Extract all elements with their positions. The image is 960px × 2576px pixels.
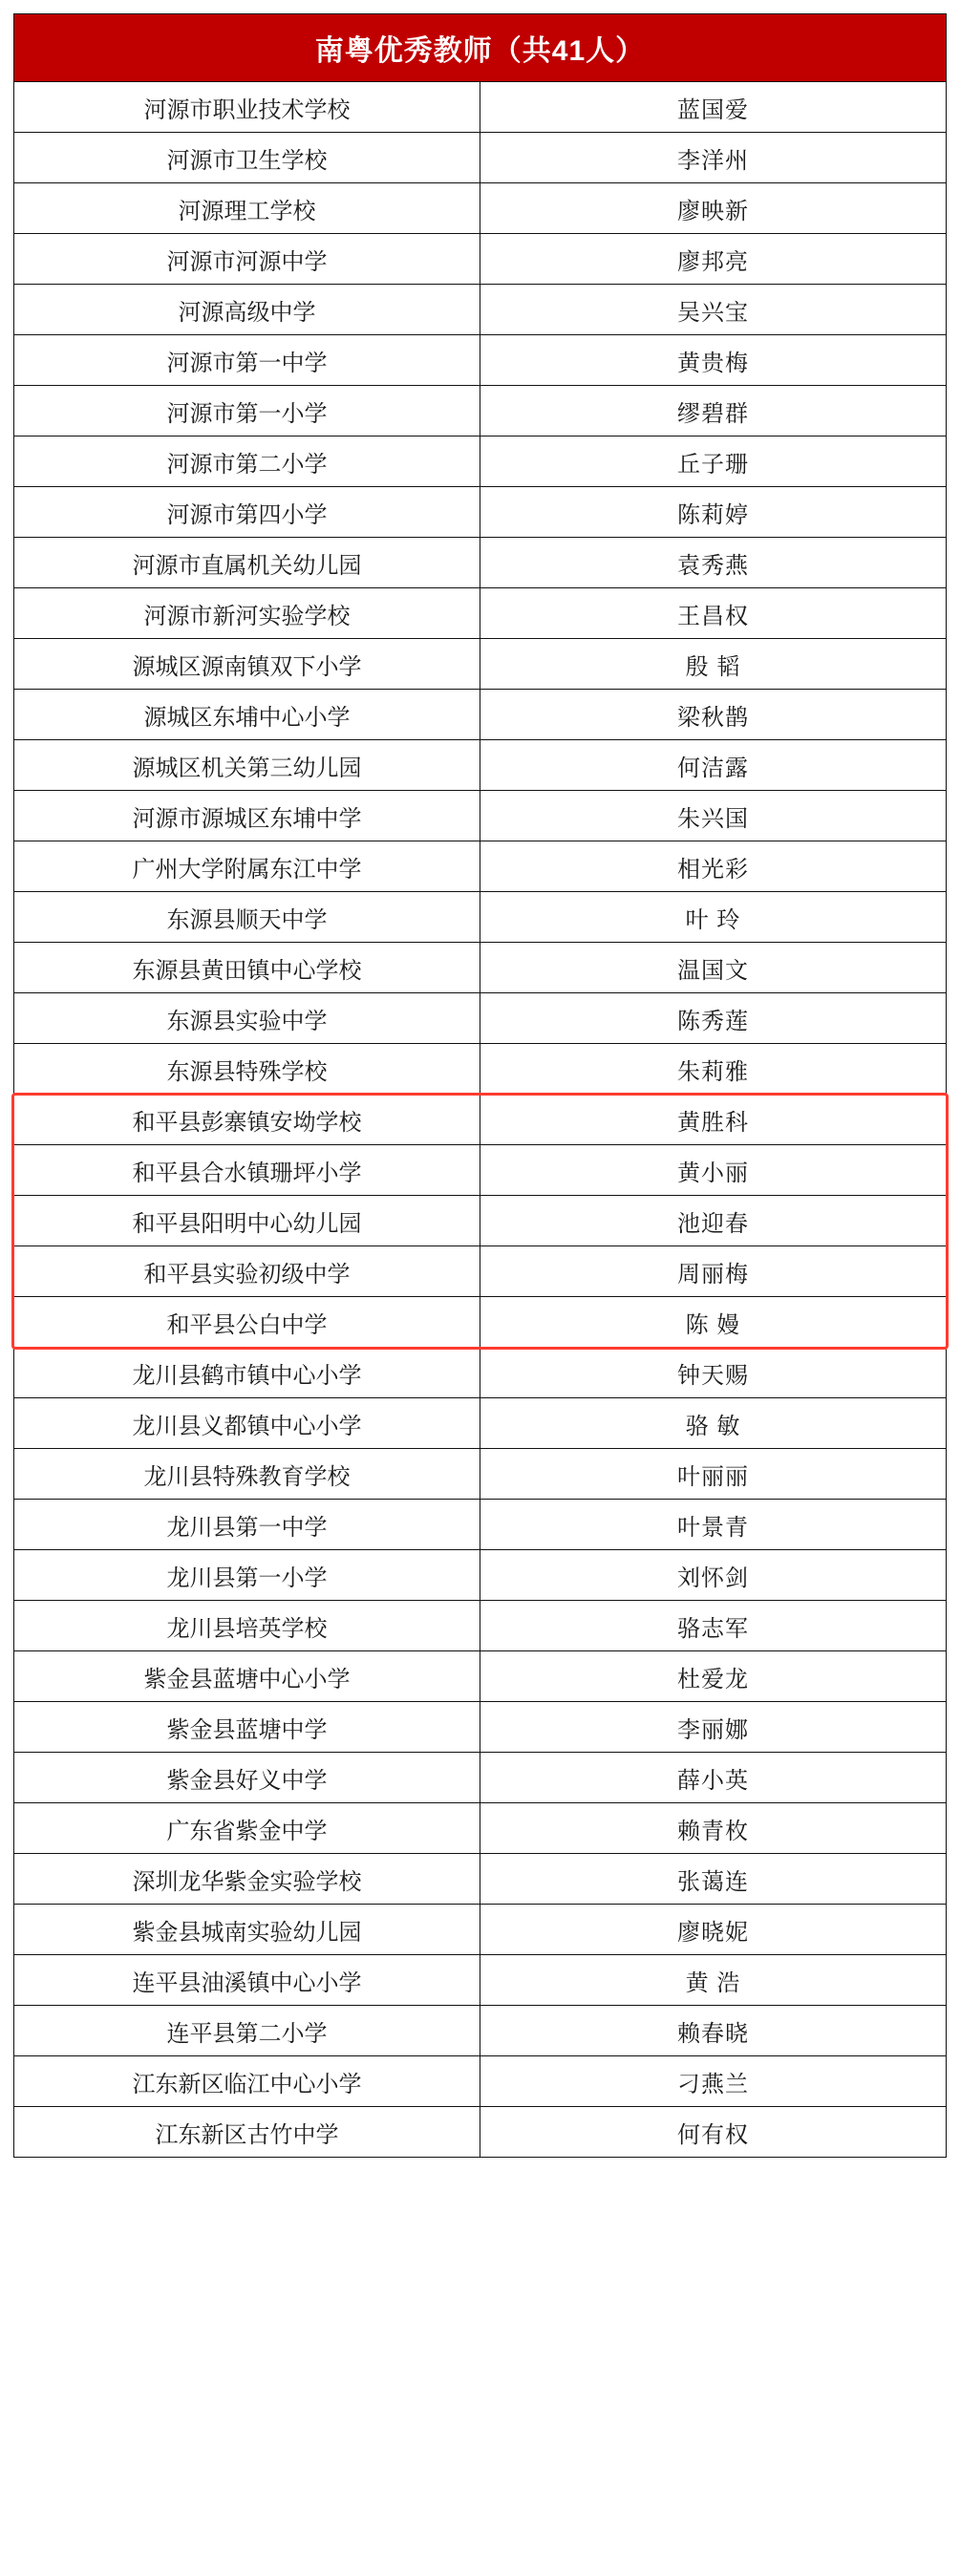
teacher-name-cell: 李丽娜 — [480, 1702, 947, 1753]
school-cell: 河源市河源中学 — [14, 234, 480, 285]
school-cell: 和平县公白中学 — [14, 1297, 480, 1348]
table-row — [14, 943, 947, 993]
teacher-name-cell: 吴兴宝 — [480, 285, 947, 335]
table-row — [14, 487, 947, 538]
table-title-row — [14, 14, 947, 82]
school-cell: 广东省紫金中学 — [14, 1803, 480, 1854]
school-cell: 龙川县第一中学 — [14, 1500, 480, 1550]
table-row — [14, 183, 947, 234]
school-cell: 龙川县特殊教育学校 — [14, 1449, 480, 1500]
table-row — [14, 1905, 947, 1955]
table-row — [14, 892, 947, 943]
table-row — [14, 1753, 947, 1803]
school-cell: 紫金县城南实验幼儿园 — [14, 1905, 480, 1955]
table-row — [14, 1449, 947, 1500]
teacher-name-cell: 何有权 — [480, 2107, 947, 2158]
teacher-name-cell: 叶景青 — [480, 1500, 947, 1550]
teacher-name-cell: 朱莉雅 — [480, 1044, 947, 1095]
table-row — [14, 386, 947, 436]
school-cell: 河源市第二小学 — [14, 436, 480, 487]
teacher-name-cell: 刁燕兰 — [480, 2056, 947, 2107]
school-cell: 和平县合水镇珊坪小学 — [14, 1145, 480, 1196]
table-header — [14, 14, 947, 82]
table-row — [14, 1803, 947, 1854]
teacher-roster-table — [13, 13, 947, 2158]
teacher-name-cell: 骆 敏 — [480, 1398, 947, 1449]
teacher-name-cell: 陈 嫚 — [480, 1297, 947, 1348]
teacher-name-cell: 廖邦亮 — [480, 234, 947, 285]
school-cell: 河源高级中学 — [14, 285, 480, 335]
teacher-name-cell: 廖晓妮 — [480, 1905, 947, 1955]
teacher-name-cell: 黄胜科 — [480, 1095, 947, 1145]
table-row — [14, 234, 947, 285]
school-cell: 和平县阳明中心幼儿园 — [14, 1196, 480, 1246]
teacher-name-cell: 杜爱龙 — [480, 1651, 947, 1702]
school-cell: 河源理工学校 — [14, 183, 480, 234]
table-row — [14, 1145, 947, 1196]
teacher-name-cell: 袁秀燕 — [480, 538, 947, 588]
table-row — [14, 1955, 947, 2006]
teacher-name-cell: 叶丽丽 — [480, 1449, 947, 1500]
table-row — [14, 436, 947, 487]
table-row — [14, 1297, 947, 1348]
table-row — [14, 335, 947, 386]
table-row — [14, 740, 947, 791]
teacher-name-cell: 周丽梅 — [480, 1246, 947, 1297]
table-row — [14, 1550, 947, 1601]
table-row — [14, 1702, 947, 1753]
school-cell: 东源县实验中学 — [14, 993, 480, 1044]
table-row — [14, 1500, 947, 1550]
teacher-name-cell: 黄 浩 — [480, 1955, 947, 2006]
table-row — [14, 2056, 947, 2107]
school-cell: 河源市新河实验学校 — [14, 588, 480, 639]
teacher-name-cell: 温国文 — [480, 943, 947, 993]
school-cell: 源城区机关第三幼儿园 — [14, 740, 480, 791]
table-row — [14, 285, 947, 335]
teacher-name-cell: 李洋州 — [480, 133, 947, 183]
table-row — [14, 690, 947, 740]
table-row — [14, 791, 947, 841]
table-row — [14, 1246, 947, 1297]
table-row — [14, 1854, 947, 1905]
teacher-name-cell: 黄小丽 — [480, 1145, 947, 1196]
teacher-name-cell: 陈莉婷 — [480, 487, 947, 538]
teacher-name-cell: 相光彩 — [480, 841, 947, 892]
table-row — [14, 588, 947, 639]
table-row — [14, 1196, 947, 1246]
teacher-name-cell: 刘怀剑 — [480, 1550, 947, 1601]
teacher-name-cell: 缪碧群 — [480, 386, 947, 436]
table-row — [14, 1095, 947, 1145]
teacher-name-cell: 殷 韬 — [480, 639, 947, 690]
teacher-name-cell: 朱兴国 — [480, 791, 947, 841]
teacher-name-cell: 梁秋鹊 — [480, 690, 947, 740]
teacher-name-cell: 薛小英 — [480, 1753, 947, 1803]
school-cell: 河源市职业技术学校 — [14, 82, 480, 133]
teacher-name-cell: 叶 玲 — [480, 892, 947, 943]
school-cell: 江东新区临江中心小学 — [14, 2056, 480, 2107]
table-row — [14, 2107, 947, 2158]
teacher-name-cell: 骆志军 — [480, 1601, 947, 1651]
school-cell: 河源市直属机关幼儿园 — [14, 538, 480, 588]
school-cell: 和平县实验初级中学 — [14, 1246, 480, 1297]
teacher-name-cell: 丘子珊 — [480, 436, 947, 487]
table-row — [14, 841, 947, 892]
table-row — [14, 1651, 947, 1702]
table-row — [14, 82, 947, 133]
teacher-name-cell: 张蔼连 — [480, 1854, 947, 1905]
teacher-name-cell: 陈秀莲 — [480, 993, 947, 1044]
school-cell: 紫金县好义中学 — [14, 1753, 480, 1803]
teacher-name-cell: 池迎春 — [480, 1196, 947, 1246]
table-row — [14, 993, 947, 1044]
teacher-name-cell: 廖映新 — [480, 183, 947, 234]
school-cell: 广州大学附属东江中学 — [14, 841, 480, 892]
table-row — [14, 538, 947, 588]
school-cell: 龙川县培英学校 — [14, 1601, 480, 1651]
table-title: 南粤优秀教师（共41人） — [14, 14, 947, 82]
table-row — [14, 639, 947, 690]
school-cell: 龙川县第一小学 — [14, 1550, 480, 1601]
teacher-name-cell: 蓝国爱 — [480, 82, 947, 133]
school-cell: 龙川县义都镇中心小学 — [14, 1398, 480, 1449]
school-cell: 河源市卫生学校 — [14, 133, 480, 183]
school-cell: 东源县顺天中学 — [14, 892, 480, 943]
school-cell: 源城区源南镇双下小学 — [14, 639, 480, 690]
teacher-name-cell: 何洁露 — [480, 740, 947, 791]
school-cell: 河源市第一小学 — [14, 386, 480, 436]
teacher-name-cell: 钟天赐 — [480, 1348, 947, 1398]
table-row — [14, 133, 947, 183]
school-cell: 连平县第二小学 — [14, 2006, 480, 2056]
school-cell: 源城区东埔中心小学 — [14, 690, 480, 740]
school-cell: 江东新区古竹中学 — [14, 2107, 480, 2158]
teacher-name-cell: 王昌权 — [480, 588, 947, 639]
school-cell: 河源市第一中学 — [14, 335, 480, 386]
teacher-name-cell: 赖春晓 — [480, 2006, 947, 2056]
table-body — [14, 82, 947, 2158]
table-row — [14, 1044, 947, 1095]
school-cell: 紫金县蓝塘中学 — [14, 1702, 480, 1753]
table-row — [14, 1398, 947, 1449]
school-cell: 河源市源城区东埔中学 — [14, 791, 480, 841]
school-cell: 紫金县蓝塘中心小学 — [14, 1651, 480, 1702]
table-row — [14, 2006, 947, 2056]
school-cell: 深圳龙华紫金实验学校 — [14, 1854, 480, 1905]
school-cell: 东源县黄田镇中心学校 — [14, 943, 480, 993]
table-row — [14, 1601, 947, 1651]
school-cell: 连平县油溪镇中心小学 — [14, 1955, 480, 2006]
school-cell: 和平县彭寨镇安坳学校 — [14, 1095, 480, 1145]
school-cell: 东源县特殊学校 — [14, 1044, 480, 1095]
teacher-name-cell: 赖青枚 — [480, 1803, 947, 1854]
school-cell: 龙川县鹤市镇中心小学 — [14, 1348, 480, 1398]
table-row — [14, 1348, 947, 1398]
school-cell: 河源市第四小学 — [14, 487, 480, 538]
teacher-name-cell: 黄贵梅 — [480, 335, 947, 386]
